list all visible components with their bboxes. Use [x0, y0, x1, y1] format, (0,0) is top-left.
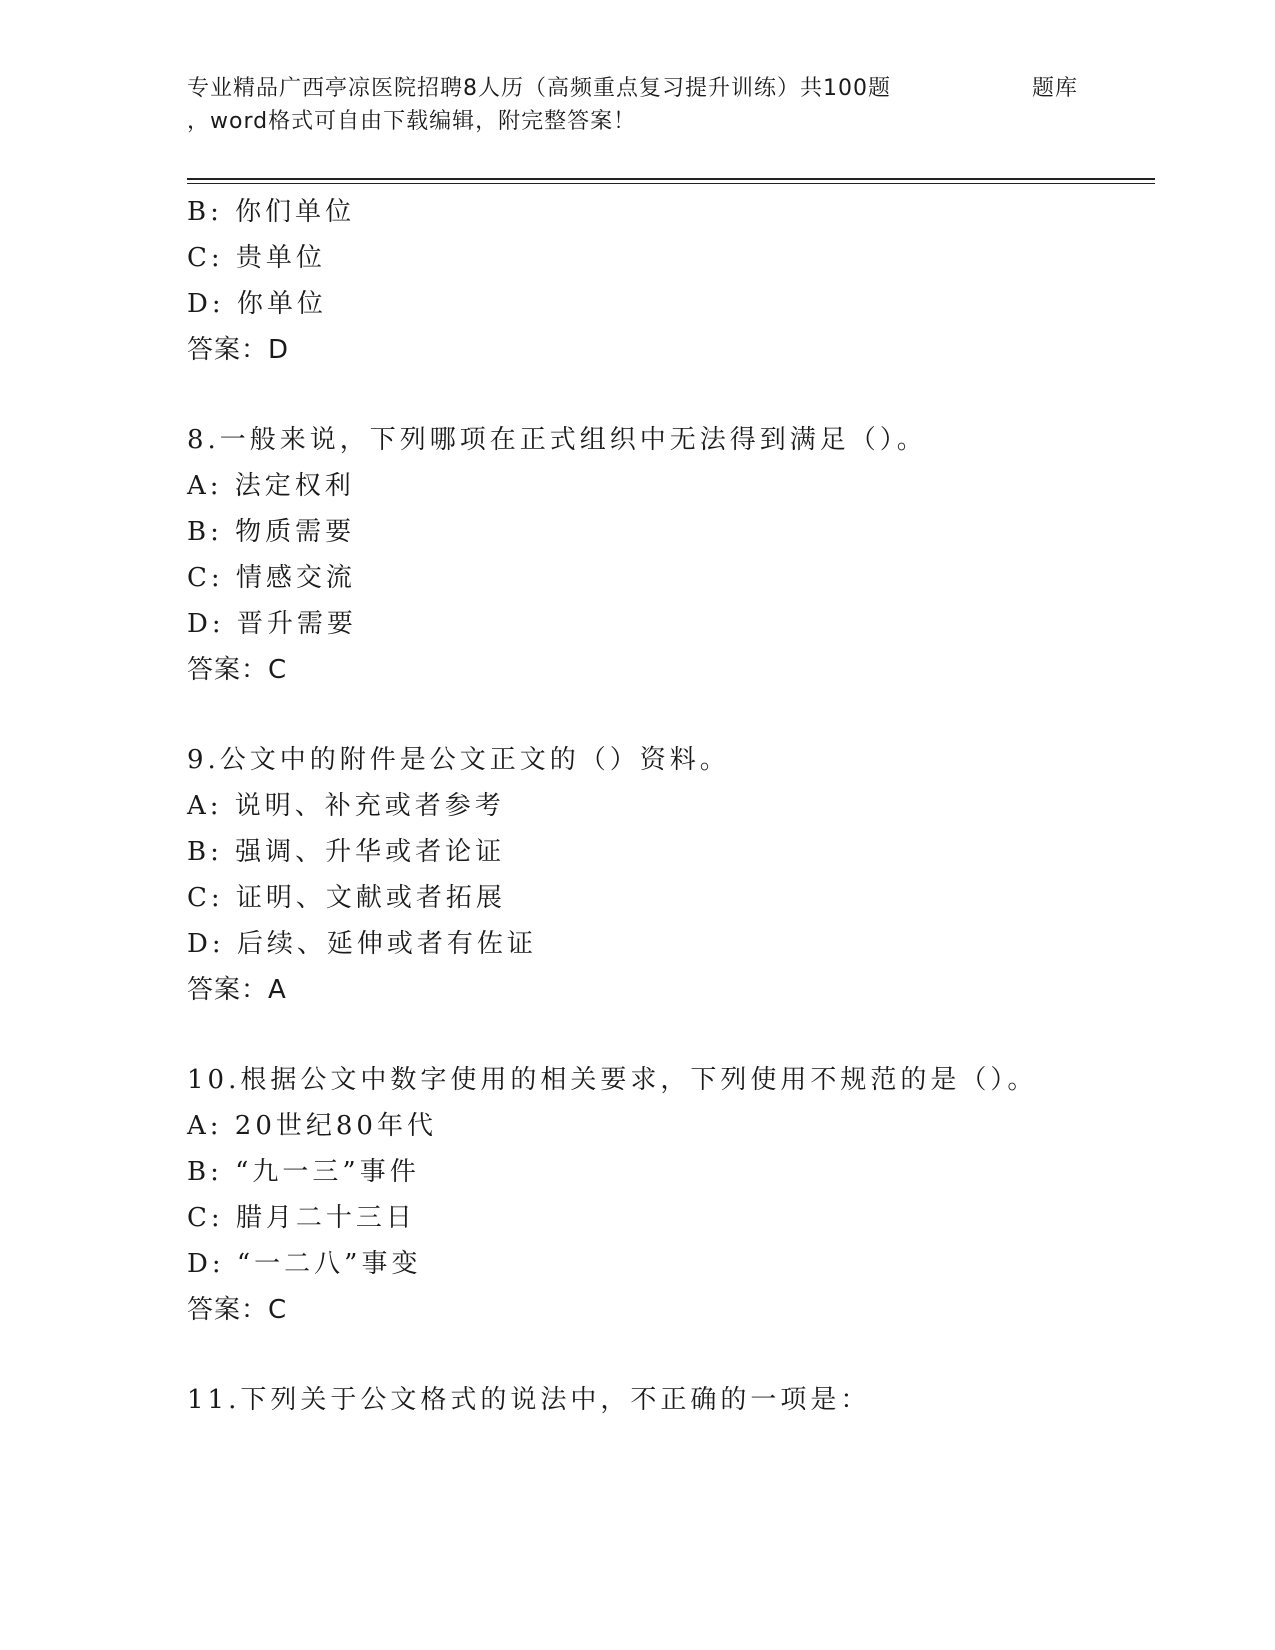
question-8 [187, 417, 1167, 693]
option-c: C: 贵单位 [187, 243, 326, 273]
option-d: D: 后续、延伸或者有佐证 [187, 929, 537, 959]
answer: 答案：A [187, 975, 287, 1005]
header-title-line [187, 72, 1087, 105]
option-a: A: 20世纪80年代 [187, 1111, 437, 1141]
option-d: D: 你单位 [187, 289, 327, 319]
answer: 答案：C [187, 655, 288, 685]
question-11 [187, 1377, 1167, 1423]
question-stem: 10.根据公文中数字使用的相关要求，下列使用不规范的是（）。 [187, 1065, 1038, 1095]
question-list [187, 189, 1167, 1423]
question-stem: 11.下列关于公文格式的说法中，不正确的一项是： [187, 1385, 871, 1415]
answer: 答案：D [187, 335, 290, 365]
document-header [187, 72, 1087, 138]
question-7-tail [187, 189, 1167, 373]
header-rule-thick [187, 178, 1155, 180]
option-b: B: 你们单位 [187, 197, 356, 227]
question-9 [187, 737, 1167, 1013]
option-b: B: “九一三”事件 [187, 1157, 420, 1187]
question-stem: 8.一般来说，下列哪项在正式组织中无法得到满足（）。 [187, 425, 927, 455]
option-c: C: 情感交流 [187, 563, 356, 593]
header-subtitle: ，word格式可自由下载编辑，附完整答案！ [187, 109, 637, 134]
option-d: D: “一二八”事变 [187, 1249, 422, 1279]
answer: 答案：C [187, 1295, 288, 1325]
header-rule-thin [187, 183, 1155, 184]
question-10 [187, 1057, 1167, 1333]
option-b: B: 物质需要 [187, 517, 356, 547]
option-c: C: 腊月二十三日 [187, 1203, 416, 1233]
option-d: D: 晋升需要 [187, 609, 357, 639]
option-c: C: 证明、文献或者拓展 [187, 883, 506, 913]
question-stem: 9.公文中的附件是公文正文的（）资料。 [187, 745, 730, 775]
header-title: 专业精品广西亭凉医院招聘8人历（高频重点复习提升训练）共100题 [187, 76, 891, 101]
option-a: A: 说明、补充或者参考 [187, 791, 505, 821]
header-tag: 题库 [1032, 76, 1079, 101]
option-b: B: 强调、升华或者论证 [187, 837, 506, 867]
option-a: A: 法定权利 [187, 471, 355, 501]
